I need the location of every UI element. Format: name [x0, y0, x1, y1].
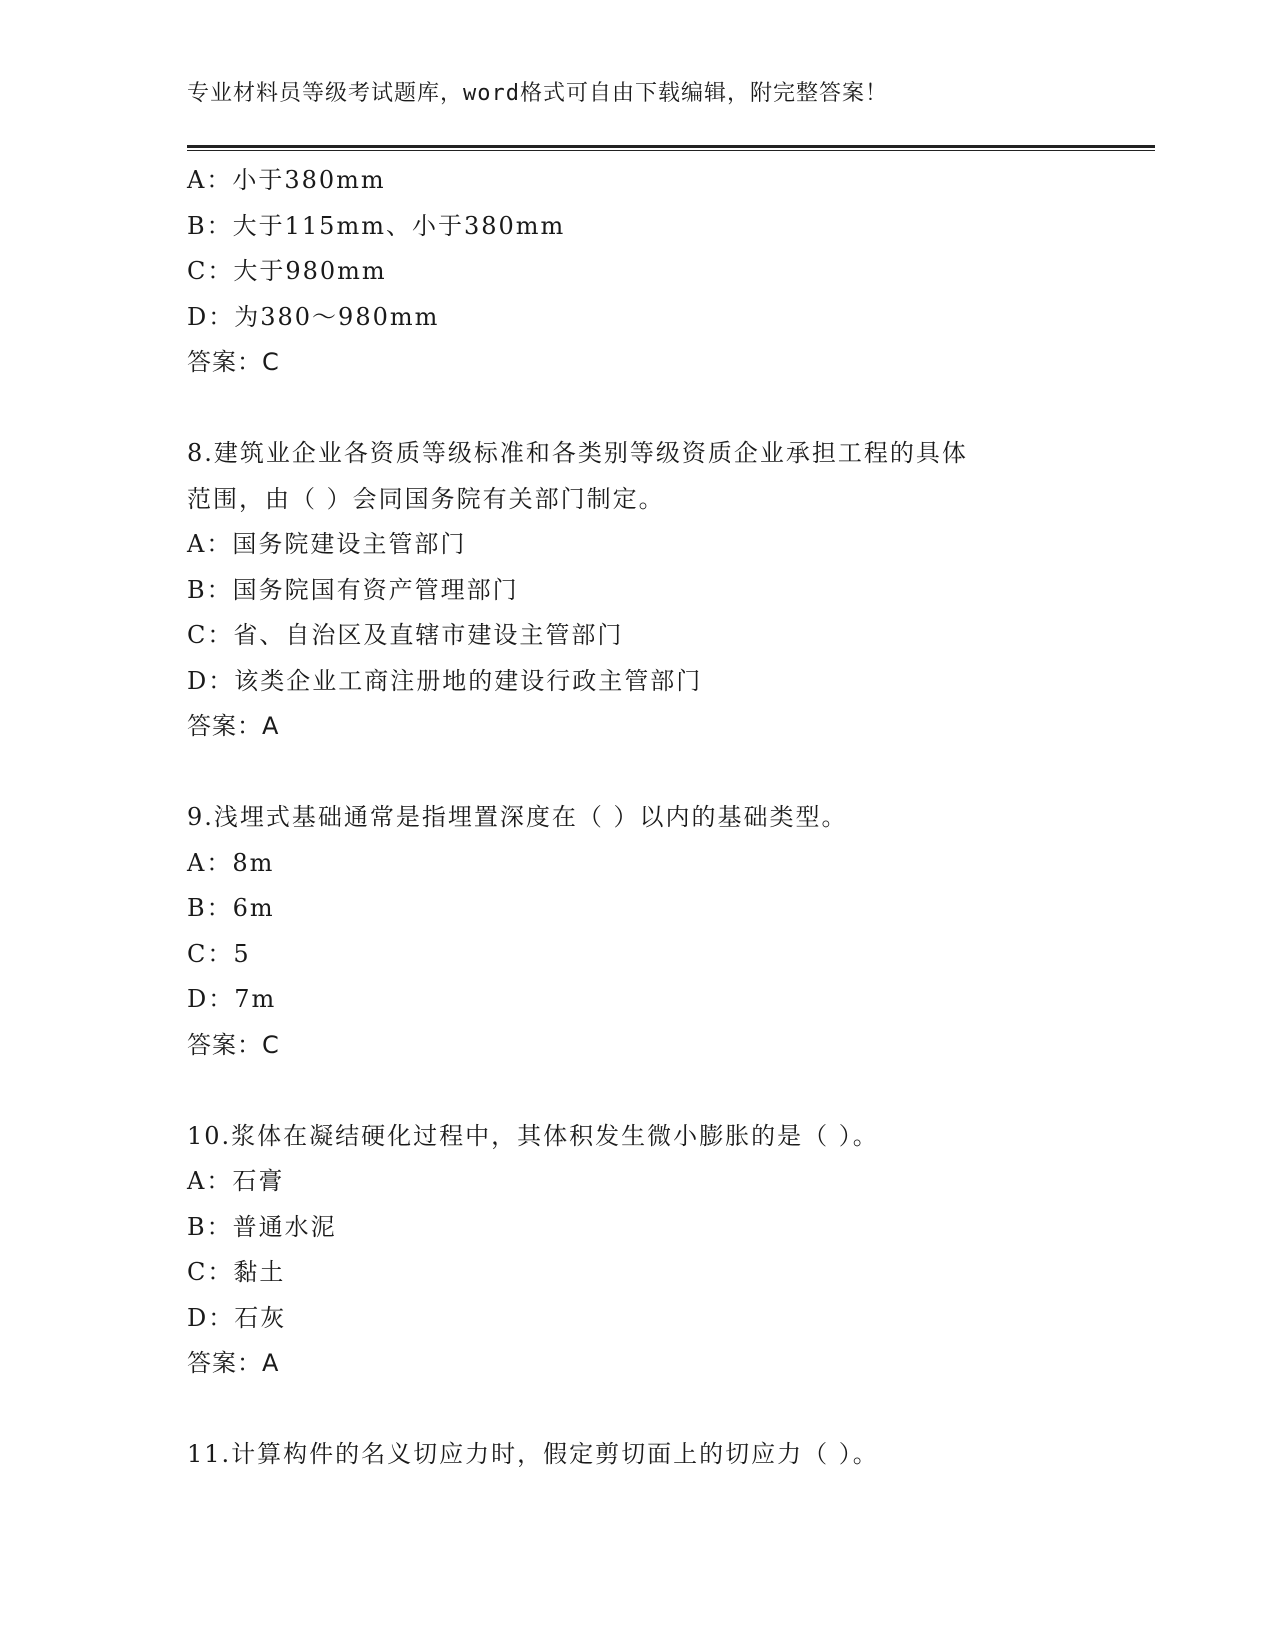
- q8-option-a: A：国务院建设主管部门: [187, 530, 467, 558]
- question-10-block: [187, 1114, 1155, 1387]
- q8-option-b: B：国务院国有资产管理部门: [187, 575, 519, 604]
- q7-option-d: D：为380～980mm: [187, 302, 440, 331]
- q9-option-d: D：7m: [187, 985, 277, 1013]
- q8-answer: 答案：A: [187, 712, 280, 740]
- spacer: [187, 386, 1155, 432]
- q7-option-b: B：大于115mm、小于380mm: [187, 211, 566, 240]
- q9-option-a: A：8m: [187, 848, 275, 877]
- q10-option-a: A：石膏: [187, 1167, 285, 1195]
- q11-question: 11.计算构件的名义切应力时，假定剪切面上的切应力（ ）。: [187, 1440, 879, 1468]
- q10-option-b: B：普通水泥: [187, 1212, 337, 1241]
- q8-question-line-2: 范围，由（ ）会同国务院有关部门制定。: [187, 484, 665, 513]
- q10-answer: 答案：A: [187, 1349, 280, 1377]
- q8-option-d: D：该类企业工商注册地的建设行政主管部门: [187, 666, 703, 695]
- q8-question-line-1: 8.建筑业企业各资质等级标准和各类别等级资质企业承担工程的具体: [187, 439, 968, 467]
- q9-answer: 答案：C: [187, 1030, 280, 1059]
- q9-option-b: B：6m: [187, 894, 275, 922]
- q9-question: 9.浅埋式基础通常是指埋置深度在（ ）以内的基础类型。: [187, 803, 848, 831]
- q10-question: 10.浆体在凝结硬化过程中，其体积发生微小膨胀的是（ ）。: [187, 1121, 879, 1150]
- question-content: [187, 158, 1155, 1478]
- spacer: [187, 750, 1155, 796]
- q7-option-c: C：大于980mm: [187, 257, 387, 285]
- q8-option-c: C：省、自治区及直辖市建设主管部门: [187, 621, 624, 649]
- q9-option-c: C：5: [187, 939, 251, 968]
- header-rule-thick: [187, 145, 1155, 148]
- q7-answer: 答案：C: [187, 348, 280, 376]
- q10-option-c: C：黏土: [187, 1258, 286, 1286]
- page-header: 专业材料员等级考试题库，word格式可自由下载编辑，附完整答案！: [187, 81, 888, 106]
- spacer: [187, 1068, 1155, 1114]
- spacer: [187, 1387, 1155, 1433]
- question-9-block: [187, 795, 1155, 1068]
- question-7-block: [187, 158, 1155, 386]
- q7-option-a: A：小于380mm: [187, 166, 386, 194]
- question-8-block: [187, 431, 1155, 750]
- question-11-block: [187, 1432, 1155, 1478]
- q10-option-d: D：石灰: [187, 1303, 287, 1332]
- header-rule-thin: [187, 150, 1155, 151]
